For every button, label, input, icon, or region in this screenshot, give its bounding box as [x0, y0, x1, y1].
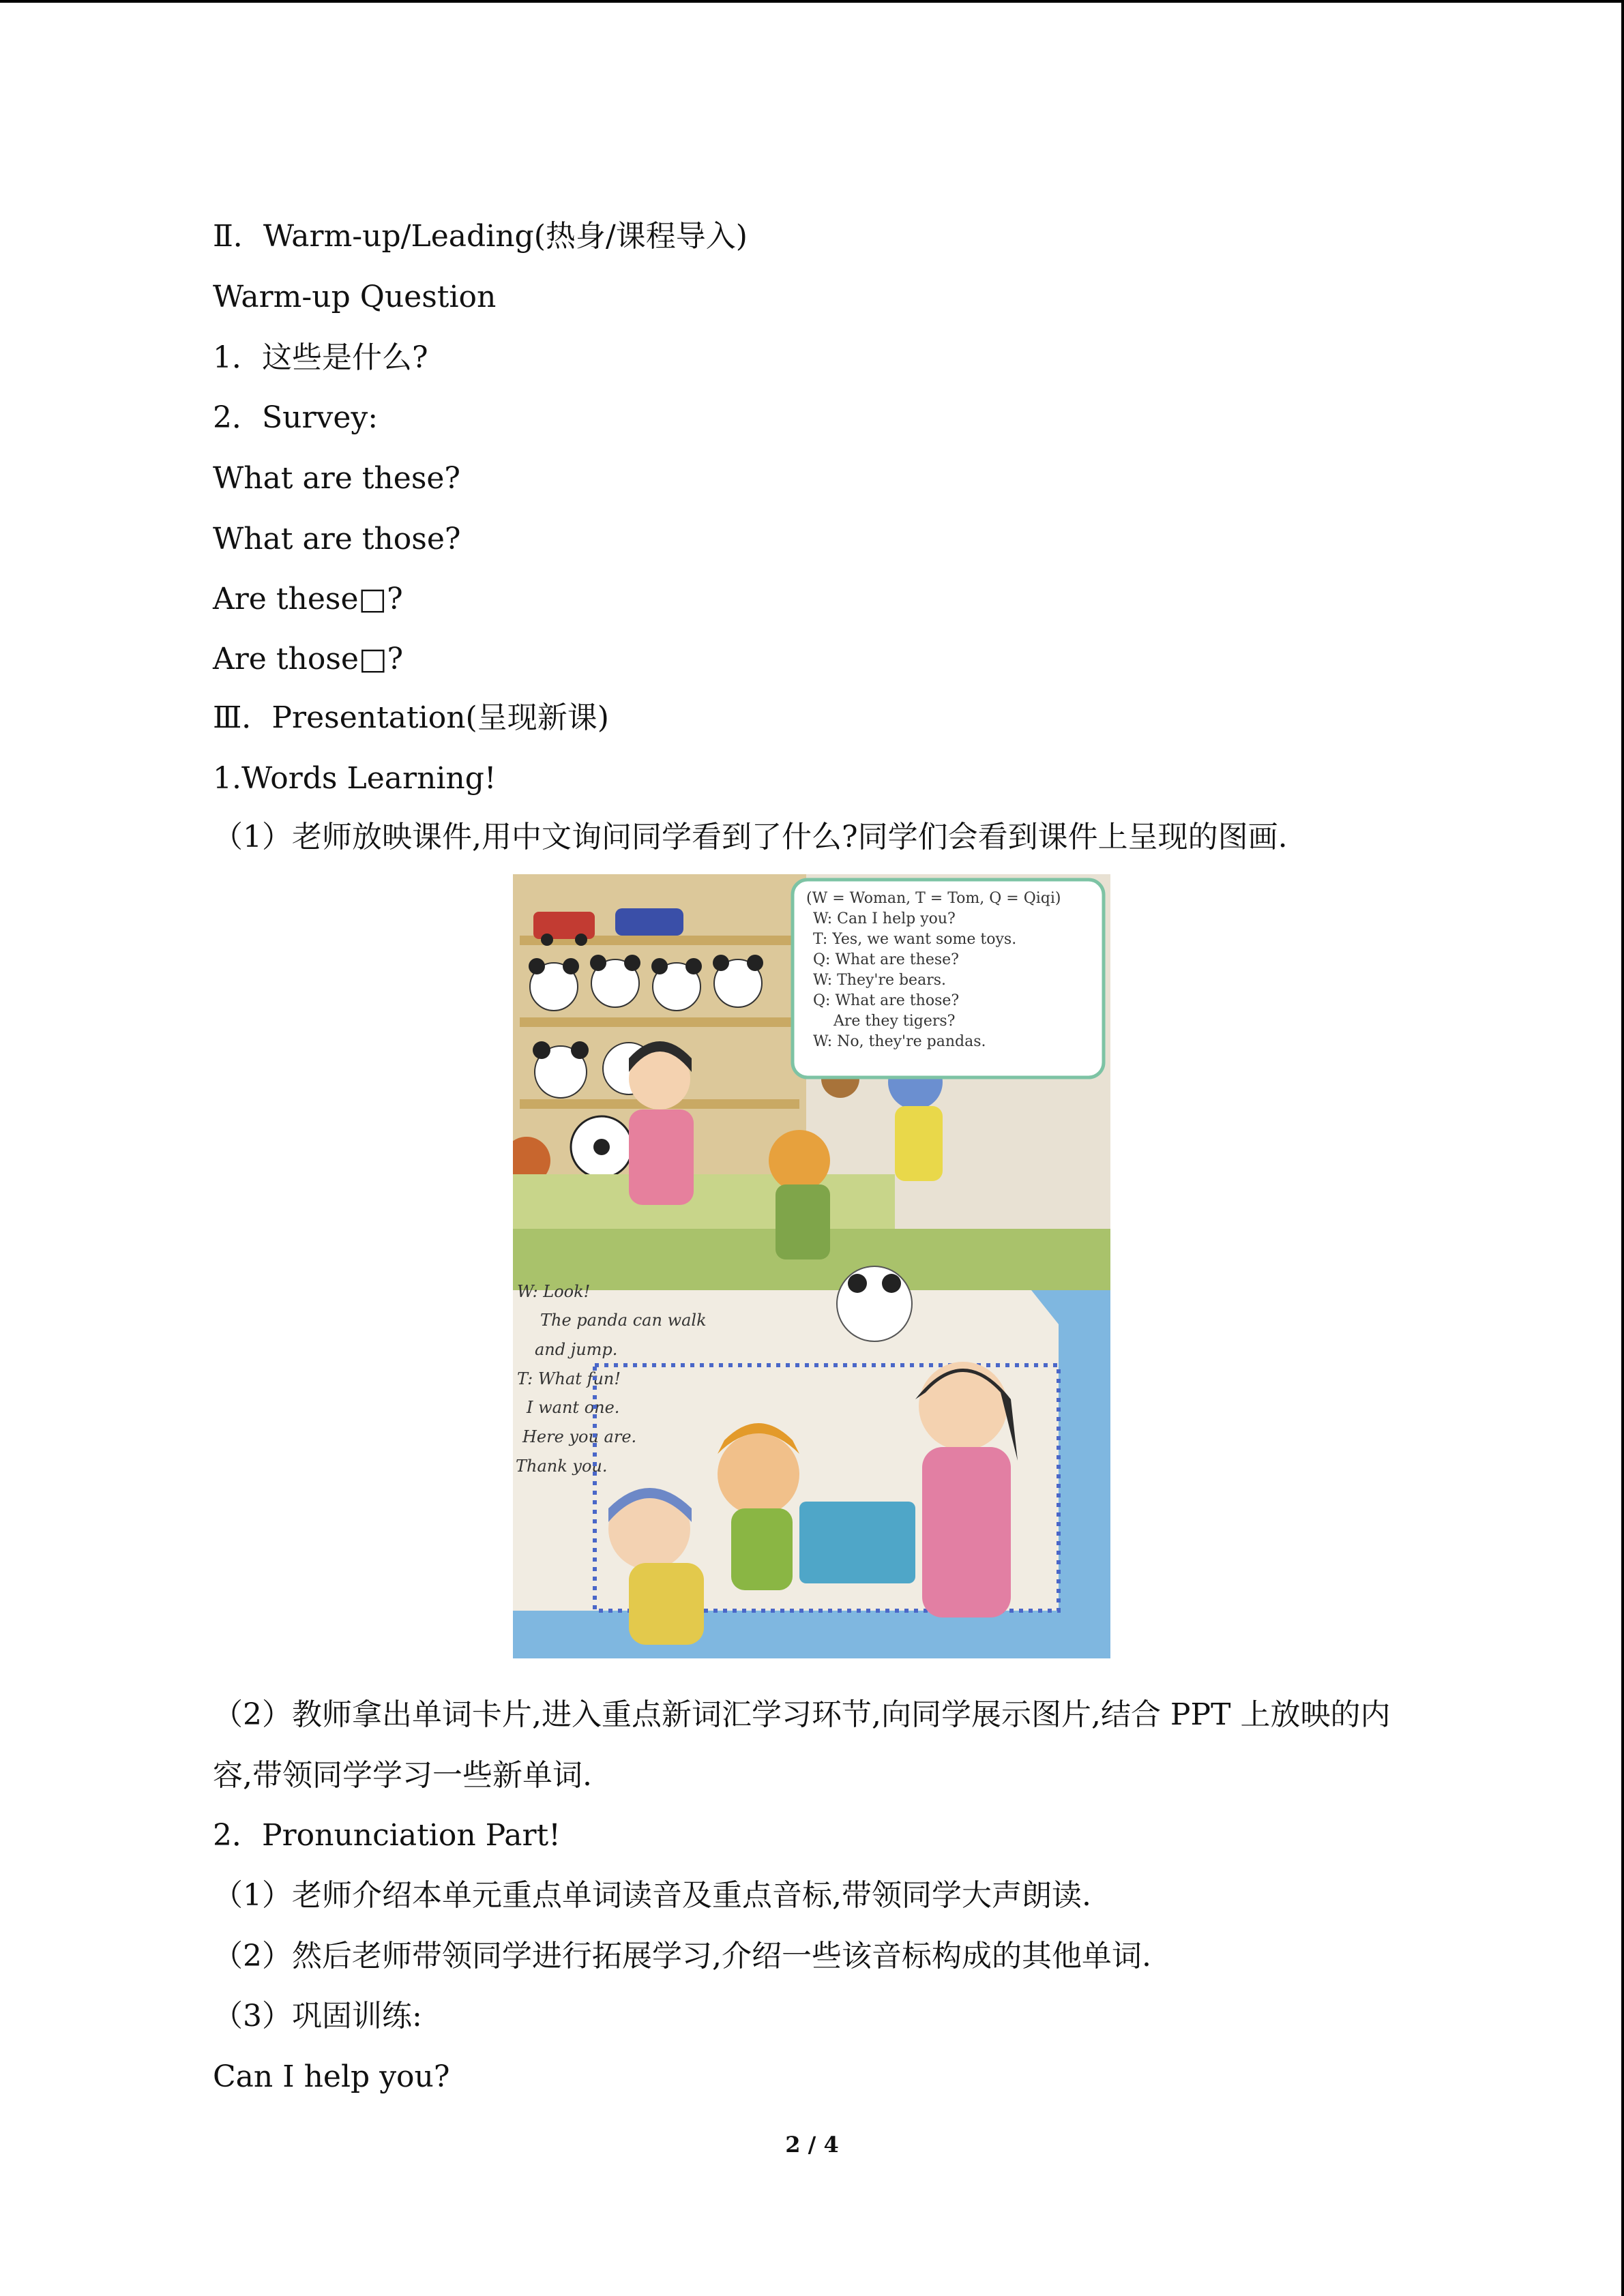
text-line: （1）老师介绍本单元重点单词读音及重点音标,带领同学大声朗读. [213, 1878, 1091, 1913]
dialog-line: W: They're bears. [813, 972, 946, 989]
dialog-line: T: Yes, we want some toys. [813, 931, 1017, 948]
textbook-illustration [513, 874, 1110, 1658]
illustration-svg [513, 874, 1110, 1658]
page-number: 2 / 4 [785, 2132, 839, 2158]
text-line: （2）然后老师带领同学进行拓展学习,介绍一些该音标构成的其他单词. [213, 1939, 1151, 1973]
dialog-line: T: What fun! [517, 1369, 621, 1388]
text-line: （1）老师放映课件,用中文询问同学看到了什么?同学们会看到课件上呈现的图画. [213, 820, 1288, 854]
section-heading-presentation: Ⅲ．Presentation(呈现新课) [213, 700, 609, 735]
dialog-line: W: No, they're pandas. [813, 1033, 986, 1050]
text-line: 2．Pronunciation Part! [213, 1818, 561, 1853]
dialog-line: I want one. [527, 1398, 620, 1417]
text-line: 2．Survey: [213, 400, 379, 435]
dialog-line: W: Can I help you? [813, 910, 956, 927]
text-line: 容,带领同学学习一些新单词. [213, 1758, 592, 1793]
text-line: Can I help you? [213, 2059, 450, 2094]
dialog-line: Are they tigers? [833, 1013, 956, 1030]
dialog-line: and jump. [535, 1340, 618, 1359]
dialog-line: Q: What are these? [813, 951, 959, 968]
text-line: What are those? [213, 522, 461, 556]
text-line: Are these□? [213, 582, 403, 616]
text-line: Are those□? [213, 642, 404, 676]
dialog-line: (W = Woman, T = Tom, Q = Qiqi) [806, 890, 1061, 907]
dialog-line: Thank you. [516, 1457, 608, 1476]
dialog-line: W: Look! [517, 1282, 591, 1301]
text-line: 1.Words Learning! [213, 761, 497, 796]
text-line: Warm-up Question [213, 280, 497, 314]
text-line: 1．这些是什么? [213, 340, 428, 375]
text-line: What are these? [213, 461, 461, 496]
text-line: （2）教师拿出单词卡片,进入重点新词汇学习环节,向同学展示图片,结合 PPT 上放映的内 [213, 1697, 1391, 1732]
dialog-line: The panda can walk [540, 1311, 707, 1330]
text-line: （3）巩固训练: [213, 1999, 422, 2033]
dialog-line: Q: What are those? [813, 992, 960, 1009]
section-heading-warmup: Ⅱ．Warm-up/Leading(热身/课程导入) [213, 219, 748, 254]
dialog-line: Here you are. [522, 1427, 637, 1446]
